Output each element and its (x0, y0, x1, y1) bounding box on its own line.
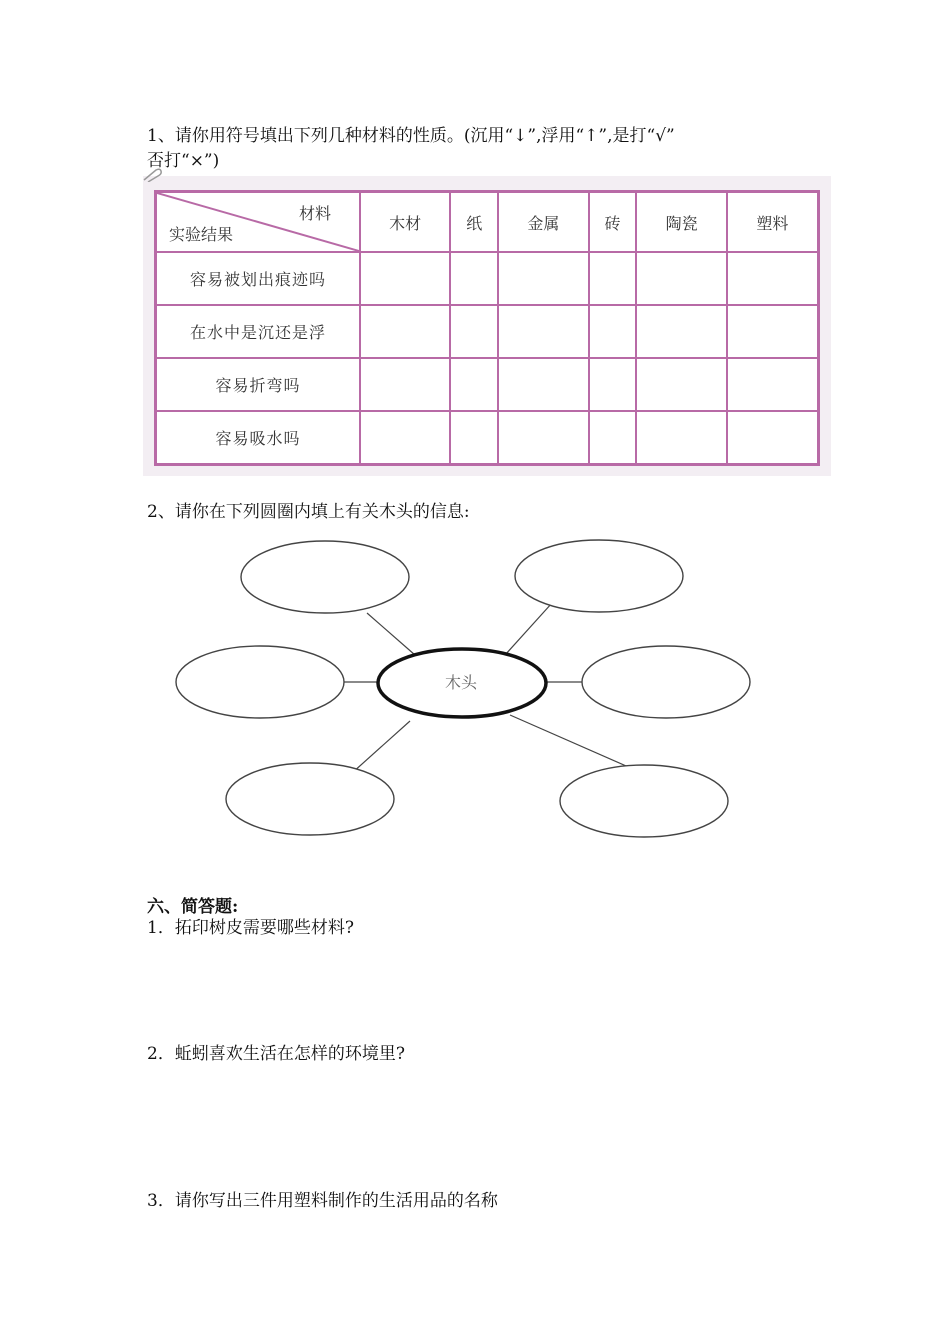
short-answer-question-3: 3．请你写出三件用塑料制作的生活用品的名称 (147, 1191, 498, 1211)
answer-bubble-top-right (515, 540, 683, 612)
short-answer-question-2: 2．蚯蚓喜欢生活在怎样的环境里? (147, 1044, 405, 1064)
answer-cell[interactable] (589, 305, 637, 358)
connector-line (352, 721, 410, 773)
row-label-bend: 容易折弯吗 (156, 358, 361, 411)
answer-cell[interactable] (589, 411, 637, 465)
wood-mind-map (160, 535, 770, 865)
material-properties-table (154, 190, 820, 466)
header-material-plastic: 塑料 (727, 192, 819, 253)
answer-cell[interactable] (727, 358, 819, 411)
question-1-text-line2: 否打“×”) (147, 151, 220, 171)
answer-cell[interactable] (589, 358, 637, 411)
row-label-scratch: 容易被划出痕迹吗 (156, 252, 361, 305)
header-material-brick: 砖 (589, 192, 637, 253)
answer-cell[interactable] (360, 358, 450, 411)
answer-cell[interactable] (727, 252, 819, 305)
answer-cell[interactable] (636, 305, 726, 358)
paperclip-icon (142, 168, 164, 182)
table-row (156, 411, 819, 465)
connector-line (510, 715, 633, 769)
answer-cell[interactable] (498, 305, 588, 358)
answer-cell[interactable] (727, 411, 819, 465)
answer-cell[interactable] (636, 411, 726, 465)
answer-bubble-bottom-left (226, 763, 394, 835)
header-material-paper: 纸 (450, 192, 498, 253)
center-node-label: 木头 (444, 673, 477, 692)
answer-cell[interactable] (498, 252, 588, 305)
answer-cell[interactable] (360, 252, 450, 305)
answer-cell[interactable] (498, 358, 588, 411)
answer-bubble-middle-left (176, 646, 344, 718)
table-corner-cell (156, 192, 361, 253)
table-row (156, 252, 819, 305)
answer-cell[interactable] (360, 305, 450, 358)
header-material-wood: 木材 (360, 192, 450, 253)
row-label-sink-float: 在水中是沉还是浮 (156, 305, 361, 358)
answer-bubble-top-left (241, 541, 409, 613)
row-label-absorb-water: 容易吸水吗 (156, 411, 361, 465)
answer-cell[interactable] (450, 305, 498, 358)
short-answer-question-1: 1．拓印树皮需要哪些材料? (147, 918, 354, 938)
question-2-text: 2、请你在下列圆圈内填上有关木头的信息: (147, 502, 470, 522)
table-row (156, 358, 819, 411)
connector-line (367, 613, 415, 655)
answer-cell[interactable] (727, 305, 819, 358)
answer-cell[interactable] (360, 411, 450, 465)
connector-line (505, 603, 552, 655)
question-1-text-line1: 1、请你用符号填出下列几种材料的性质。(沉用“↓”,浮用“↑”,是打“√” (147, 126, 675, 146)
corner-label-materials: 材料 (298, 204, 331, 223)
answer-cell[interactable] (589, 252, 637, 305)
answer-cell[interactable] (450, 252, 498, 305)
table-header-row (156, 192, 819, 253)
answer-bubble-bottom-right (560, 765, 728, 837)
answer-cell[interactable] (498, 411, 588, 465)
answer-bubble-middle-right (582, 646, 750, 718)
header-material-ceramic: 陶瓷 (636, 192, 726, 253)
table-row (156, 305, 819, 358)
corner-label-results: 实验结果 (169, 225, 234, 244)
answer-cell[interactable] (636, 358, 726, 411)
answer-cell[interactable] (450, 358, 498, 411)
header-material-metal: 金属 (498, 192, 588, 253)
section-6-title: 六、简答题: (147, 897, 239, 917)
answer-cell[interactable] (636, 252, 726, 305)
answer-cell[interactable] (450, 411, 498, 465)
